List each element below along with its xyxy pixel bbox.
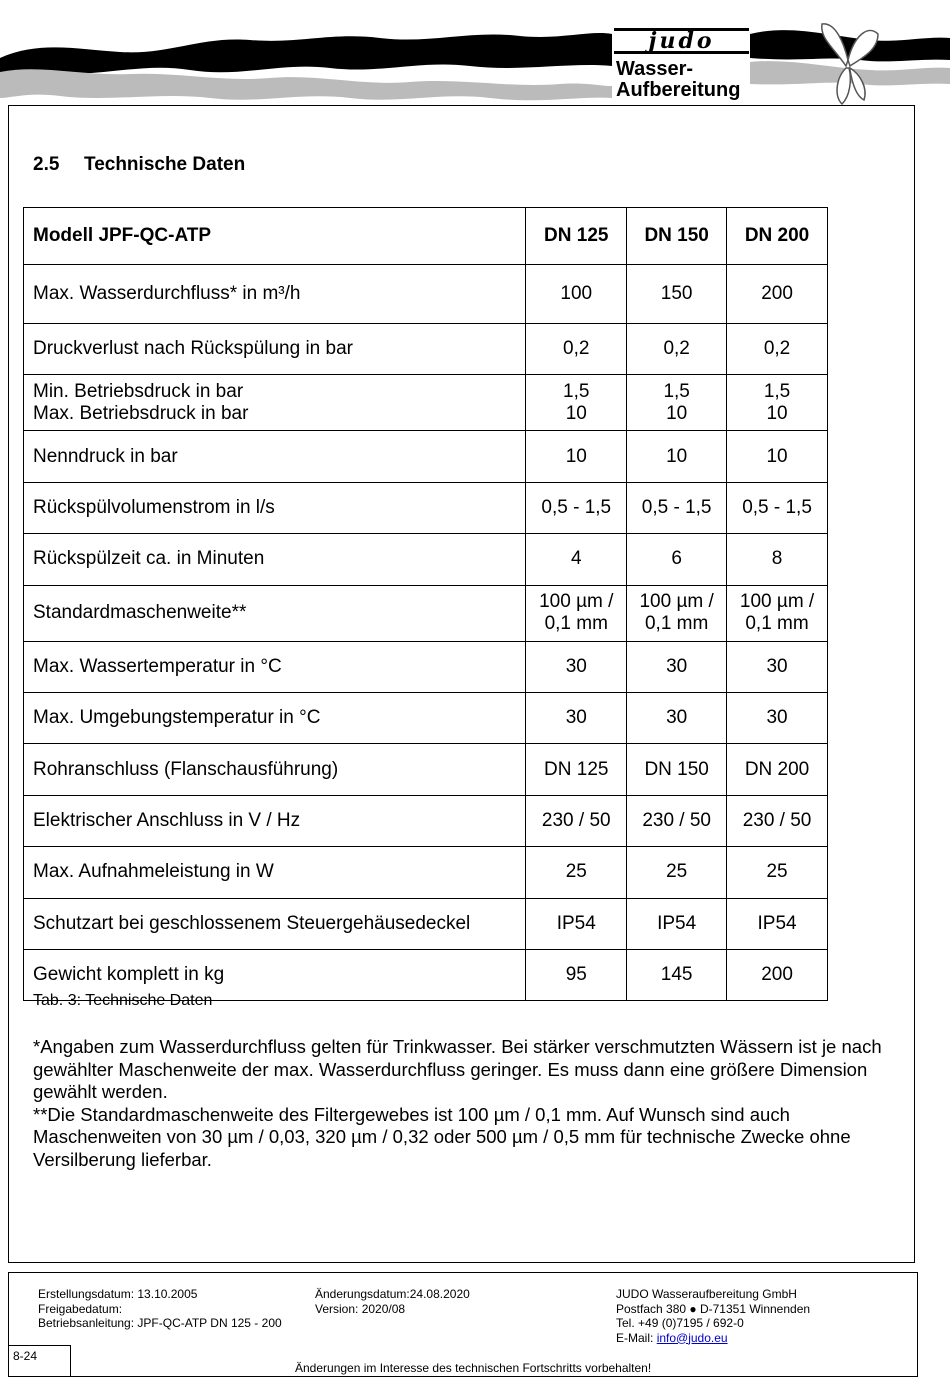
row-value-line1: 1,5	[563, 380, 590, 402]
footer-changed-date: Änderungsdatum:24.08.2020	[315, 1287, 470, 1301]
table-row	[24, 375, 828, 431]
table-header: DN 150	[627, 208, 727, 265]
judo-logo	[614, 26, 749, 104]
row-value: 30	[627, 692, 727, 743]
row-label-line2: Max. Betriebsdruck in bar	[33, 402, 249, 424]
row-label-line1: Min. Betriebsdruck in bar	[33, 380, 244, 402]
row-value-line2: 0,1 mm	[644, 613, 709, 635]
row-value: IP54	[627, 898, 727, 949]
content-frame-top-border	[8, 105, 915, 106]
table-row	[24, 324, 828, 375]
row-value-line2: 10	[666, 402, 688, 424]
row-label: Rückspülvolumenstrom in l/s	[24, 482, 526, 533]
row-label: Elektrischer Anschluss in V / Hz	[24, 795, 526, 846]
table-row	[24, 585, 828, 641]
table-row	[24, 898, 828, 949]
row-value-line1: 1,5	[763, 380, 791, 402]
section-number: 2.5	[33, 154, 60, 175]
footnote-mesh: **Die Standardmaschenweite des Filtergewebes ist 100 µm / 0,1 mm. Auf Wunsch sind auch Maschenweiten von 30 µm / 0,03, 320 µm / 0,32 oder 500 µm / 0,5 mm für technische Zwecke ohne Versilberung lieferbar.	[33, 1103, 851, 1170]
footnote-flow: *Angaben zum Wasserdurchfluss gelten für Trinkwasser. Bei stärker verschmutzten Wässern ist je nach gewählter Maschenweite der max. Wasserdurchfluss geringer. Es muss dann eine größere Dimension gewählt werden.	[33, 1036, 882, 1102]
table-row	[24, 692, 828, 743]
footer-email-link[interactable]: info@judo.eu	[656, 1330, 728, 1345]
row-label: Standardmaschenweite**	[24, 585, 526, 641]
footer-company-info	[616, 1287, 810, 1345]
row-value: 10	[627, 431, 727, 482]
row-value: IP54	[727, 898, 828, 949]
row-value: 230 / 50	[526, 795, 627, 846]
row-label: Druckverlust nach Rückspülung in bar	[24, 324, 526, 375]
row-value: 30	[526, 692, 627, 743]
row-label: Gewicht komplett in kg	[24, 949, 526, 1000]
row-label: Max. Umgebungstemperatur in °C	[24, 692, 526, 743]
row-value	[526, 585, 627, 641]
row-value: 10	[727, 431, 828, 482]
table-row	[24, 482, 828, 533]
footer-release-date: Freigabedatum:	[38, 1301, 123, 1316]
row-value: 4	[526, 534, 627, 585]
row-label: Rohranschluss (Flanschausführung)	[24, 744, 526, 795]
footer-created-date: Erstellungsdatum: 13.10.2005	[38, 1287, 198, 1301]
row-label: Max. Aufnahmeleistung in W	[24, 847, 526, 898]
footnotes	[33, 1036, 893, 1171]
row-value: 8	[727, 534, 828, 585]
row-value: 10	[526, 431, 627, 482]
table-header-row	[24, 208, 828, 265]
table-row	[24, 847, 828, 898]
table-row	[24, 795, 828, 846]
row-value: 230 / 50	[727, 795, 828, 846]
table-row	[24, 744, 828, 795]
row-value-line2: 0,1 mm	[544, 613, 608, 635]
row-value: 25	[526, 847, 627, 898]
row-value-line2: 10	[565, 402, 587, 424]
row-label	[24, 375, 526, 431]
row-value	[627, 585, 727, 641]
row-value	[526, 375, 627, 431]
row-value	[627, 375, 727, 431]
row-value: 230 / 50	[627, 795, 727, 846]
row-label: Schutzart bei geschlossenem Steuergehäusedeckel	[24, 898, 526, 949]
table-row	[24, 534, 828, 585]
row-value: 150	[627, 265, 727, 324]
table-row	[24, 431, 828, 482]
row-value: 0,2	[727, 324, 828, 375]
logo-line2: Aufbereitung	[616, 79, 741, 101]
butterfly-icon	[812, 16, 882, 108]
row-value: DN 200	[727, 744, 828, 795]
row-label: Nenndruck in bar	[24, 431, 526, 482]
row-value: 25	[627, 847, 727, 898]
table-header: DN 200	[727, 208, 828, 265]
row-value: 200	[727, 949, 828, 1000]
footer-email-line	[616, 1331, 810, 1346]
footer-phone: Tel. +49 (0)7195 / 692-0	[616, 1316, 744, 1330]
table-header: DN 125	[526, 208, 627, 265]
row-value: 0,5 - 1,5	[727, 482, 828, 533]
row-value: 95	[526, 949, 627, 1000]
logo-brand: judo	[648, 28, 715, 54]
row-label: Max. Wassertemperatur in °C	[24, 641, 526, 692]
row-label: Rückspülzeit ca. in Minuten	[24, 534, 526, 585]
table-caption: Tab. 3: Technische Daten	[33, 992, 213, 1009]
row-value	[727, 585, 828, 641]
technical-data-table	[23, 207, 828, 1001]
row-value-line2: 10	[766, 402, 788, 424]
row-value: 0,2	[627, 324, 727, 375]
row-value: 100	[526, 265, 627, 324]
row-value: 30	[727, 692, 828, 743]
footer-document-info	[38, 1287, 282, 1331]
row-label: Max. Wasserdurchfluss* in m³/h	[24, 265, 526, 324]
footer-version: Version: 2020/08	[315, 1301, 406, 1316]
header-wave-decoration	[0, 0, 950, 110]
row-value: 6	[627, 534, 727, 585]
footer-email-label: E-Mail:	[616, 1330, 654, 1345]
row-value-line1: 100 µm /	[739, 591, 815, 613]
row-value: DN 125	[526, 744, 627, 795]
table-row	[24, 641, 828, 692]
footer-company-name: JUDO Wasseraufbereitung GmbH	[616, 1287, 797, 1301]
row-value: 0,5 - 1,5	[526, 482, 627, 533]
row-value: 25	[727, 847, 828, 898]
row-value: 200	[727, 265, 828, 324]
row-value-line2: 0,1 mm	[745, 613, 809, 635]
row-value: 0,2	[526, 324, 627, 375]
footer-manual-title: Betriebsanleitung: JPF-QC-ATP DN 125 - 200	[38, 1316, 282, 1330]
row-value: DN 150	[627, 744, 727, 795]
section-title: Technische Daten	[84, 154, 246, 175]
row-value: 0,5 - 1,5	[627, 482, 727, 533]
footer-address: Postfach 380 ● D-71351 Winnenden	[616, 1301, 811, 1316]
row-value: IP54	[526, 898, 627, 949]
table-header: Modell JPF-QC-ATP	[24, 208, 526, 265]
row-value-line1: 100 µm /	[539, 591, 614, 613]
row-value-line1: 1,5	[663, 380, 690, 402]
page-number: 8-24	[8, 1345, 71, 1377]
section-heading	[33, 154, 245, 176]
row-value: 30	[727, 641, 828, 692]
footer-revision-info	[315, 1287, 470, 1316]
row-value: 30	[526, 641, 627, 692]
row-value: 30	[627, 641, 727, 692]
logo-line1: Wasser-	[616, 58, 694, 80]
row-value-line1: 100 µm /	[639, 591, 714, 613]
table-row	[24, 265, 828, 324]
row-value	[727, 375, 828, 431]
row-value: 145	[627, 949, 727, 1000]
footer-disclaimer: Änderungen im Interesse des technischen Fortschritts vorbehalten!	[295, 1361, 652, 1375]
